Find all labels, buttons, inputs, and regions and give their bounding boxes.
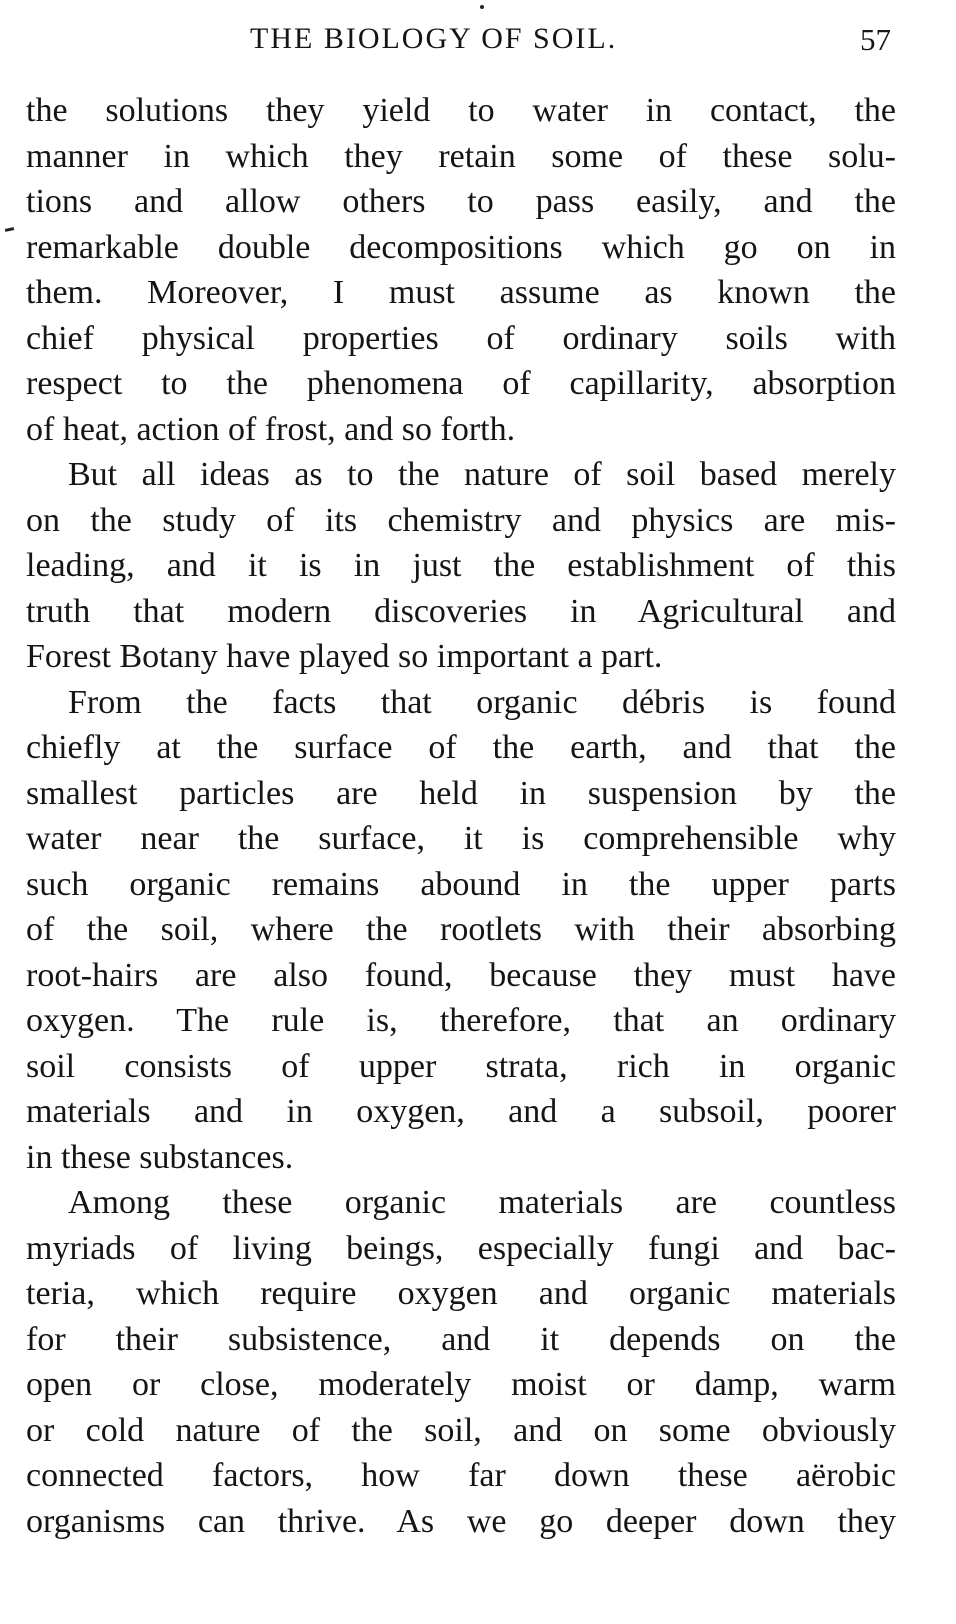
paragraph-first-line: Among these organic materials are countless (68, 1184, 896, 1221)
print-speck (480, 5, 484, 9)
text-line: remarkable double decompositions which go on in (26, 228, 896, 266)
text-line: teria, which require oxygen and organic materials (26, 1275, 896, 1312)
text-line: root-hairs are also found, because they must have (26, 956, 896, 994)
text-line: oxygen. The rule is, therefore, that an ordinary (26, 1002, 896, 1039)
body-text (26, 88, 896, 1544)
text-line: them. Moreover, I must assume as known the (26, 274, 896, 311)
text-line: Forest Botany have played so important a part. (26, 638, 663, 675)
text-line: respect to the phenomena of capillarity, absorption (26, 365, 896, 402)
paragraph-first-line: From the facts that organic débris is found (68, 683, 896, 721)
running-title: THE BIOLOGY OF SOIL. (250, 22, 618, 55)
text-line: in these substances. (26, 1138, 294, 1176)
text-line: myriads of living beings, especially fungi and bac- (26, 1229, 896, 1267)
text-line: of heat, action of frost, and so forth. (26, 410, 516, 448)
text-line: materials and in oxygen, and a subsoil, poorer (26, 1093, 896, 1130)
paragraph-first-line: But all ideas as to the nature of soil based merely (68, 456, 896, 493)
text-line: on the study of its chemistry and physics are mis- (26, 501, 896, 539)
text-line: truth that modern discoveries in Agricultural and (26, 592, 896, 630)
text-line: chief physical properties of ordinary soils with (26, 319, 896, 357)
text-line: manner in which they retain some of these solu- (26, 137, 896, 175)
text-line: for their subsistence, and it depends on the (26, 1320, 896, 1358)
text-line: smallest particles are held in suspension by the (26, 774, 896, 812)
text-line: connected factors, how far down these aërobic (26, 1457, 896, 1494)
text-line: such organic remains abound in the upper parts (26, 865, 896, 903)
margin-mark (5, 227, 14, 232)
text-line: organisms can thrive. As we go deeper down they (26, 1502, 896, 1540)
text-line: or cold nature of the soil, and on some obviously (26, 1411, 896, 1449)
text-line: leading, and it is in just the establishment of this (26, 547, 896, 584)
text-line: water near the surface, it is comprehensible why (26, 820, 896, 857)
text-line: chiefly at the surface of the earth, and that the (26, 729, 896, 766)
text-line: open or close, moderately moist or damp, warm (26, 1366, 896, 1403)
text-line: the solutions they yield to water in contact, the (26, 92, 896, 129)
text-line: tions and allow others to pass easily, and the (26, 183, 896, 220)
text-line: of the soil, where the rootlets with their absorbing (26, 911, 896, 948)
text-line: soil consists of upper strata, rich in organic (26, 1047, 896, 1085)
page-number: 57 (860, 22, 891, 57)
